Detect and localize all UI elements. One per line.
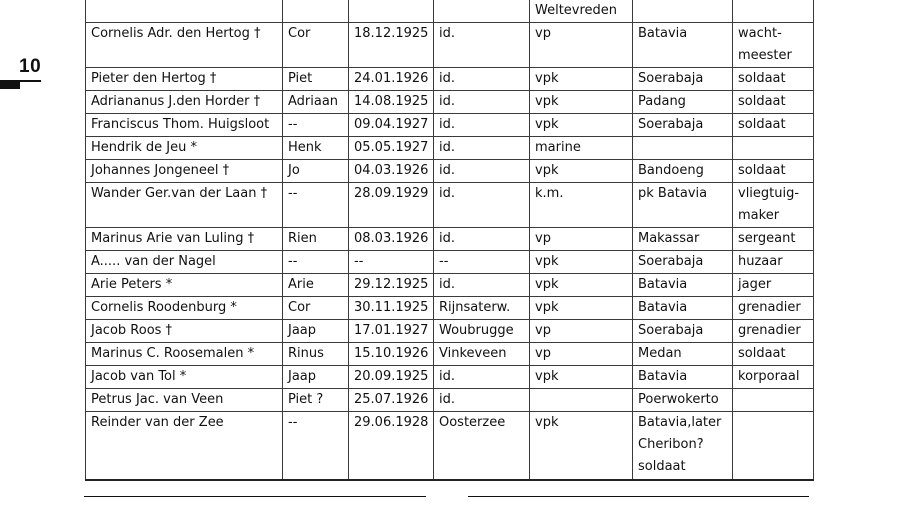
cell-place: Vinkeveen: [434, 343, 530, 366]
cell-branch: vp: [530, 343, 633, 366]
cell-name: Wander Ger.van der Laan †: [86, 183, 283, 228]
cell-name: Hendrik de Jeu *: [86, 137, 283, 160]
cell-nickname: Cor: [283, 23, 349, 68]
cell-nickname: --: [283, 183, 349, 228]
cell-location: Batavia: [633, 23, 733, 68]
cell-place: id.: [434, 68, 530, 91]
cell-nickname: --: [283, 114, 349, 137]
register-body: [86, 0, 814, 480]
cell-place: id.: [434, 91, 530, 114]
page-number-tab: [0, 82, 20, 89]
cell-location: Batavia: [633, 274, 733, 297]
cell-date: 28.09.1929: [349, 183, 434, 228]
table-row: [86, 137, 814, 160]
cell-branch: vp: [530, 23, 633, 68]
cell-branch: k.m.: [530, 183, 633, 228]
cell-place: id.: [434, 274, 530, 297]
cell-location: Soerabaja: [633, 251, 733, 274]
cell-place: Rijnsaterw.: [434, 297, 530, 320]
cell-branch: vpk: [530, 91, 633, 114]
cell-branch: vpk: [530, 274, 633, 297]
cell-nickname: Jo: [283, 160, 349, 183]
cell-branch: vpk: [530, 251, 633, 274]
cell-place: [434, 0, 530, 23]
cell-location: Makassar: [633, 228, 733, 251]
cell-location: Soerabaja: [633, 114, 733, 137]
cell-nickname: --: [283, 412, 349, 480]
cell-location: Batavia: [633, 366, 733, 389]
cell-name: Jacob van Tol *: [86, 366, 283, 389]
cell-place: id.: [434, 137, 530, 160]
cell-date: 05.05.1927: [349, 137, 434, 160]
cell-location: Medan: [633, 343, 733, 366]
cell-date: 14.08.1925: [349, 91, 434, 114]
table-row: [86, 366, 814, 389]
cell-date: 30.11.1925: [349, 297, 434, 320]
cell-nickname: Arie: [283, 274, 349, 297]
cell-location: pk Batavia: [633, 183, 733, 228]
table-row: [86, 68, 814, 91]
cell-location: [633, 0, 733, 23]
cell-branch: vp: [530, 320, 633, 343]
cell-rank: [733, 412, 814, 480]
cell-location: [633, 137, 733, 160]
cell-rank: soldaat: [733, 91, 814, 114]
cell-date: 08.03.1926: [349, 228, 434, 251]
page-number: 10: [19, 56, 42, 77]
cell-date: 18.12.1925: [349, 23, 434, 68]
cell-location: Batavia: [633, 297, 733, 320]
cell-rank: soldaat: [733, 114, 814, 137]
cell-date: 29.06.1928: [349, 412, 434, 480]
cell-branch: [530, 389, 633, 412]
cell-location: Poerwokerto: [633, 389, 733, 412]
cell-rank: huzaar: [733, 251, 814, 274]
cell-location: Bandoeng: [633, 160, 733, 183]
cell-rank: [733, 137, 814, 160]
cell-rank: soldaat: [733, 343, 814, 366]
cell-nickname: [283, 0, 349, 23]
cell-nickname: Henk: [283, 137, 349, 160]
cell-branch: vpk: [530, 412, 633, 480]
table-row: [86, 228, 814, 251]
table-row: [86, 0, 814, 23]
cell-name: Jacob Roos †: [86, 320, 283, 343]
table-row: [86, 91, 814, 114]
cell-branch: vpk: [530, 366, 633, 389]
cell-name: [86, 0, 283, 23]
cell-rank: jager: [733, 274, 814, 297]
cell-rank: soldaat: [733, 160, 814, 183]
cell-nickname: --: [283, 251, 349, 274]
cell-nickname: Cor: [283, 297, 349, 320]
cell-date: 29.12.1925: [349, 274, 434, 297]
cell-date: 04.03.1926: [349, 160, 434, 183]
cell-name: Adriananus J.den Horder †: [86, 91, 283, 114]
cell-name: Marinus Arie van Luling †: [86, 228, 283, 251]
cell-name: Reinder van der Zee: [86, 412, 283, 480]
cell-place: id.: [434, 160, 530, 183]
cell-branch: vpk: [530, 68, 633, 91]
cell-branch: vp: [530, 228, 633, 251]
cell-branch: vpk: [530, 114, 633, 137]
cell-rank: grenadier: [733, 297, 814, 320]
cell-place: id.: [434, 228, 530, 251]
cell-place: id.: [434, 114, 530, 137]
cell-name: Johannes Jongeneel †: [86, 160, 283, 183]
cell-name: Pieter den Hertog †: [86, 68, 283, 91]
cell-date: --: [349, 251, 434, 274]
cell-rank: vliegtuig-maker: [733, 183, 814, 228]
cell-branch: marine: [530, 137, 633, 160]
cell-date: 25.07.1926: [349, 389, 434, 412]
table-row: [86, 343, 814, 366]
cell-date: [349, 0, 434, 23]
cell-rank: korporaal: [733, 366, 814, 389]
cell-name: A..... van der Nagel: [86, 251, 283, 274]
table-row: [86, 114, 814, 137]
cell-rank: [733, 0, 814, 23]
cell-location: Batavia,later Cheribon? soldaat: [633, 412, 733, 480]
table-row: [86, 320, 814, 343]
cell-nickname: Adriaan: [283, 91, 349, 114]
table-row: [86, 251, 814, 274]
cell-branch: vpk: [530, 297, 633, 320]
cell-name: Franciscus Thom. Huigsloot: [86, 114, 283, 137]
cell-name: Arie Peters *: [86, 274, 283, 297]
cell-date: 17.01.1927: [349, 320, 434, 343]
cell-branch: vpk: [530, 160, 633, 183]
cell-rank: [733, 389, 814, 412]
cell-place: --: [434, 251, 530, 274]
cell-nickname: Rinus: [283, 343, 349, 366]
cell-name: Cornelis Adr. den Hertog †: [86, 23, 283, 68]
cell-date: 20.09.1925: [349, 366, 434, 389]
cell-name: Cornelis Roodenburg *: [86, 297, 283, 320]
cell-place: id.: [434, 23, 530, 68]
table-row: [86, 389, 814, 412]
footer-rule-right: [468, 496, 809, 497]
cell-place: id.: [434, 366, 530, 389]
cell-nickname: Jaap: [283, 366, 349, 389]
cell-branch: Weltevreden: [530, 0, 633, 23]
cell-location: Soerabaja: [633, 68, 733, 91]
cell-rank: grenadier: [733, 320, 814, 343]
cell-name: Petrus Jac. van Veen: [86, 389, 283, 412]
cell-nickname: Rien: [283, 228, 349, 251]
table-row: [86, 23, 814, 68]
cell-date: 09.04.1927: [349, 114, 434, 137]
table-row: [86, 160, 814, 183]
table-row: [86, 274, 814, 297]
register-table: [85, 0, 814, 481]
cell-date: 24.01.1926: [349, 68, 434, 91]
cell-rank: soldaat: [733, 68, 814, 91]
cell-rank: wacht-meester: [733, 23, 814, 68]
cell-date: 15.10.1926: [349, 343, 434, 366]
cell-nickname: Piet: [283, 68, 349, 91]
table-row: [86, 412, 814, 480]
cell-location: Soerabaja: [633, 320, 733, 343]
cell-nickname: Jaap: [283, 320, 349, 343]
table-row: [86, 297, 814, 320]
cell-place: id.: [434, 389, 530, 412]
table-row: [86, 183, 814, 228]
cell-place: Woubrugge: [434, 320, 530, 343]
cell-location: Padang: [633, 91, 733, 114]
cell-nickname: Piet ?: [283, 389, 349, 412]
footer-rule-left: [84, 496, 426, 497]
cell-name: Marinus C. Roosemalen *: [86, 343, 283, 366]
cell-place: Oosterzee: [434, 412, 530, 480]
cell-place: id.: [434, 183, 530, 228]
cell-rank: sergeant: [733, 228, 814, 251]
